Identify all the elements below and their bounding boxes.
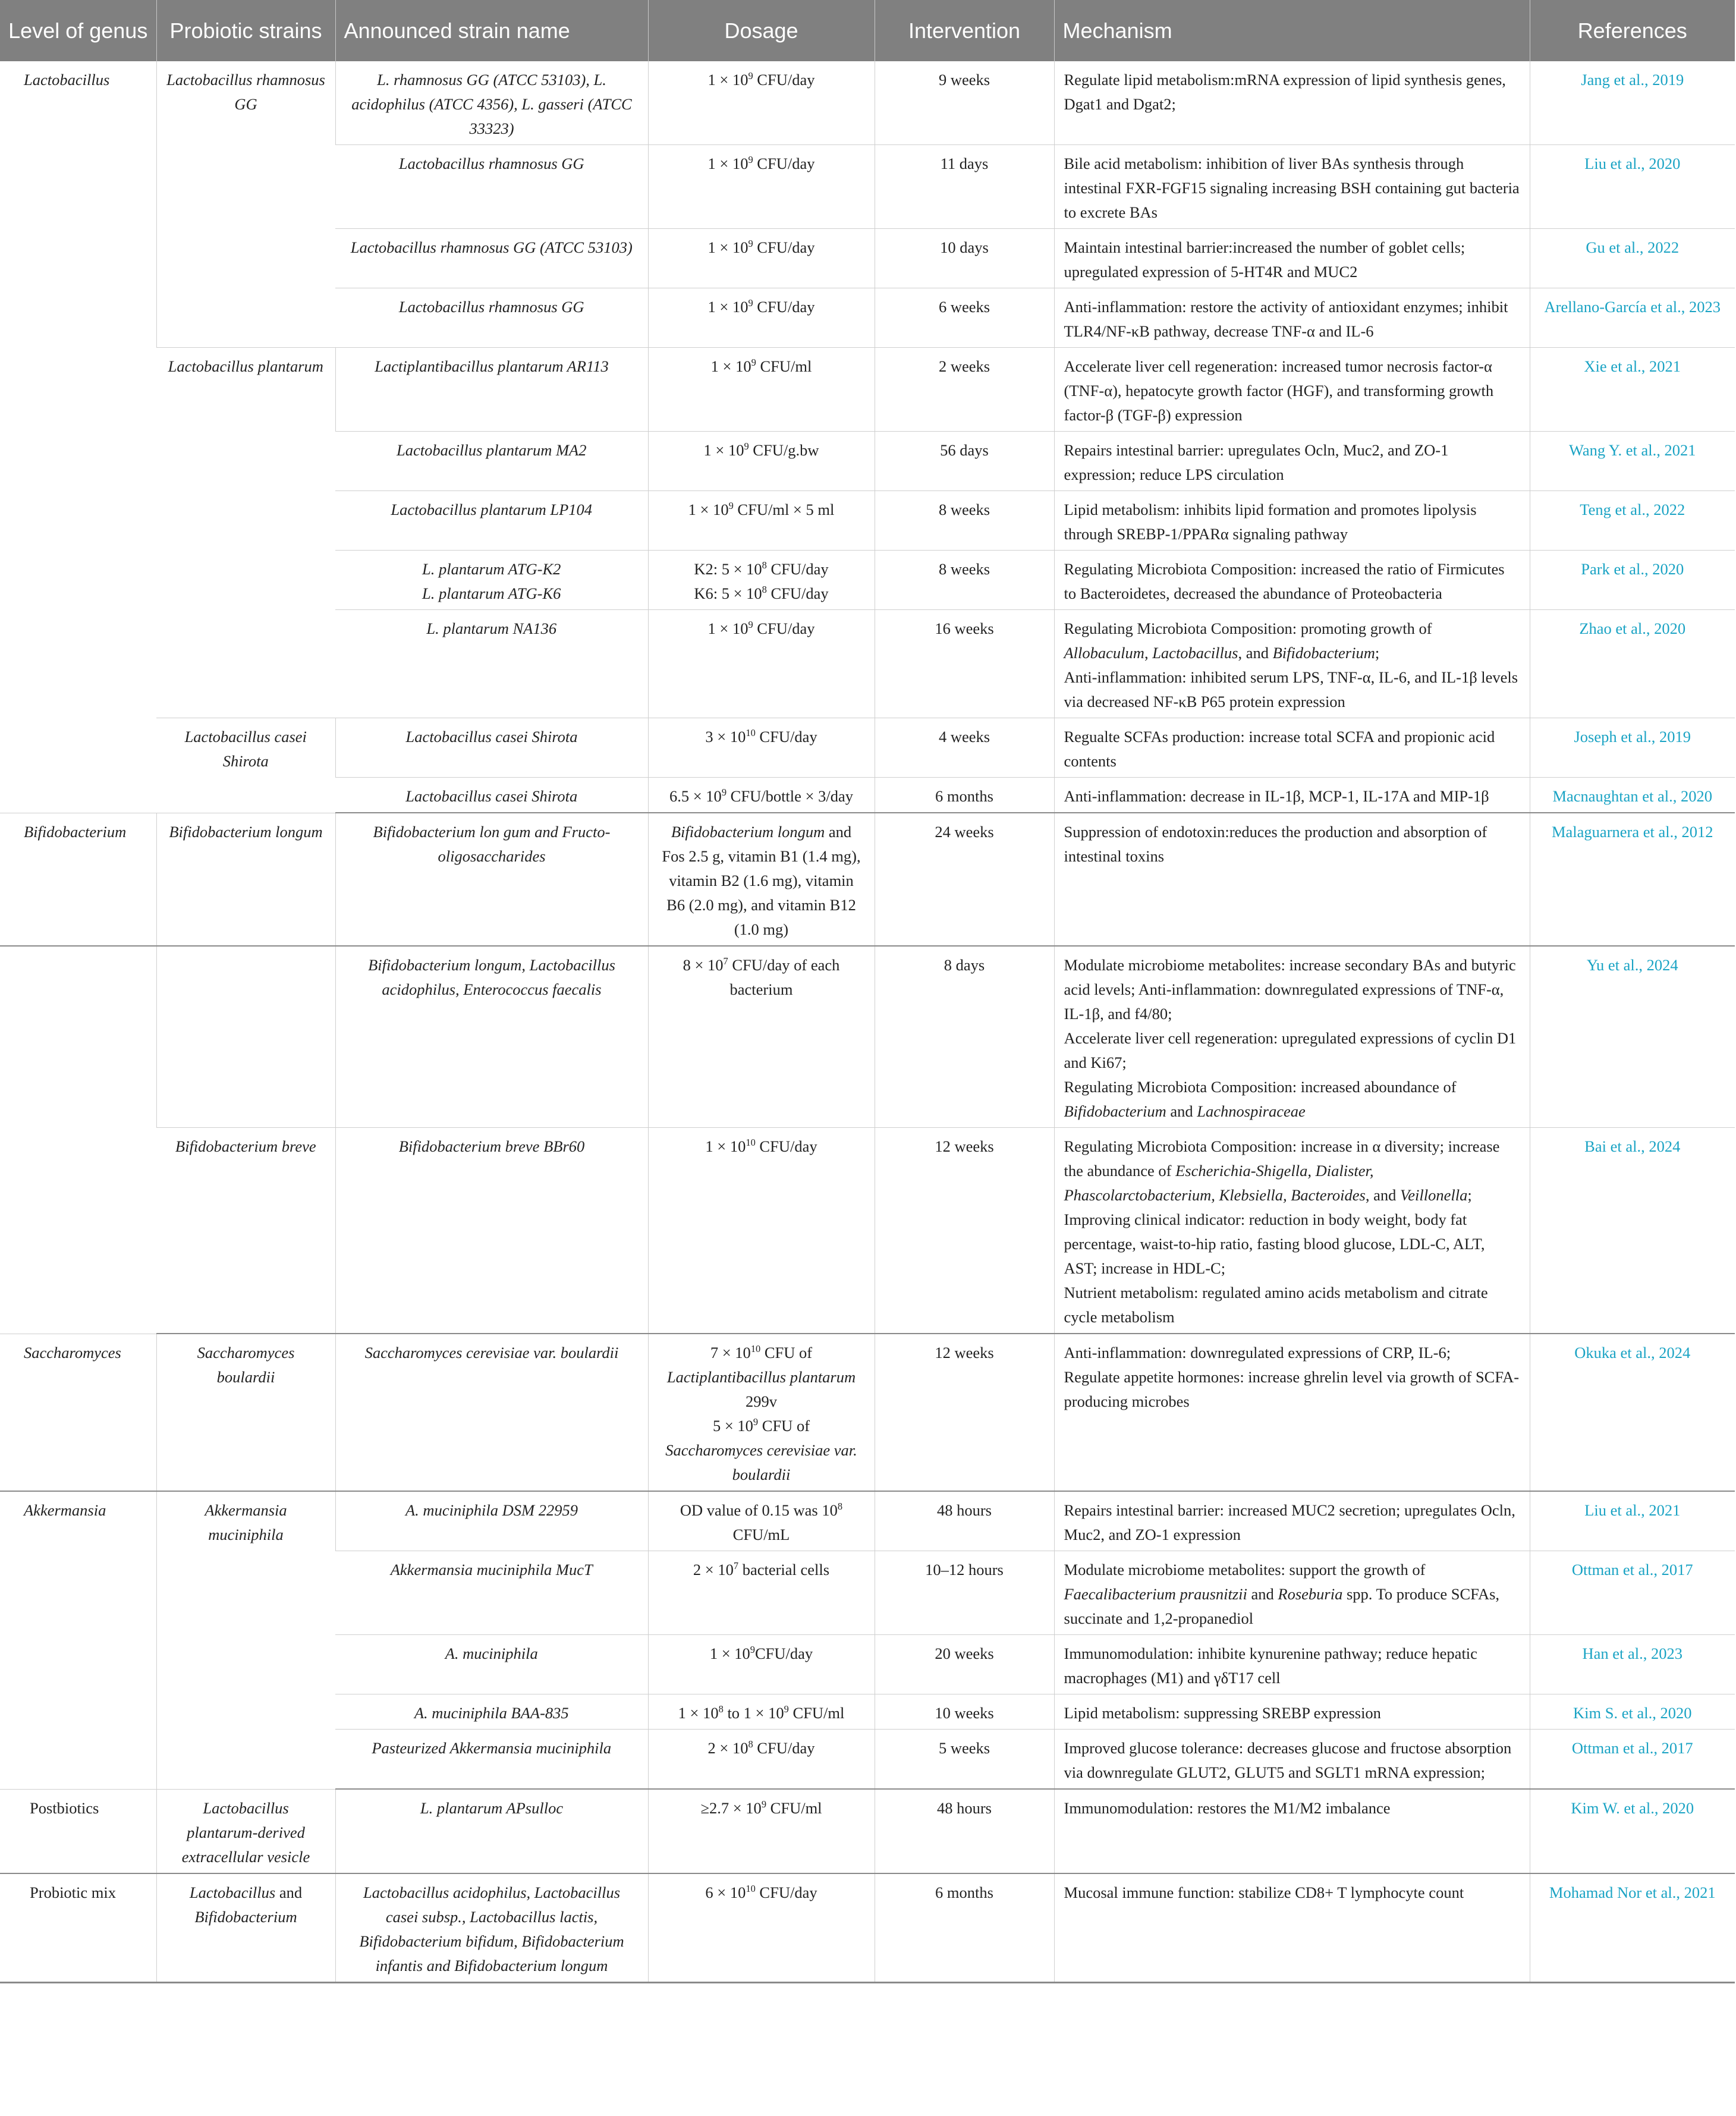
genus-cell: Lactobacillus [0,61,156,813]
mechanism-taxon: Lactobacillus [1152,644,1238,662]
strain-name-line: L. plantarum ATG-K6 [422,584,561,602]
strain-cell: Lactobacillus plantarum [156,348,335,718]
mechanism-cell: Improved glucose tolerance: decreases glucose and fructose absorption via downregulate GLUT2, GLUT5 and SGLT1 mRNA expression; [1054,1730,1530,1790]
reference-link[interactable]: Ottman et al., 2017 [1530,1551,1735,1635]
mechanism-line: Regulate appetite hormones: increase ghrelin level via growth of SCFA-producing microbes [1064,1368,1520,1410]
reference-link[interactable]: Bai et al., 2024 [1530,1128,1735,1334]
strain-name-cell: Lactobacillus rhamnosus GG (ATCC 53103) [335,229,648,288]
strain-name-cell: L. plantarum APsulloc [335,1789,648,1873]
mechanism-cell: Regulating Microbiota Composition: increased the ratio of Firmicutes to Bacteroidetes, decreased the abundance of Proteobacteria [1054,551,1530,610]
reference-link[interactable]: Gu et al., 2022 [1530,229,1735,288]
intervention-cell: 2 weeks [875,348,1054,432]
strain-name-cell: Lactobacillus plantarum MA2 [335,432,648,491]
strain-name-cell: Pasteurized Akkermansia muciniphila [335,1730,648,1790]
intervention-cell: 10 days [875,229,1054,288]
strain-name-cell: Saccharomyces cerevisiae var. boulardii [335,1334,648,1491]
intervention-cell: 20 weeks [875,1635,1054,1694]
dosage-taxon: Bifidobacterium longum [671,823,825,841]
table-row [0,813,1735,946]
mechanism-cell [1054,1334,1530,1491]
reference-link[interactable]: Liu et al., 2021 [1530,1491,1735,1551]
header-references: References [1530,0,1735,61]
mechanism-cell: Regulate lipid metabolism:mRNA expression of lipid synthesis genes, Dgat1 and Dgat2; [1054,61,1530,145]
strain-name-cell: A. muciniphila [335,1635,648,1694]
strain-name-cell: Lactobacillus casei Shirota [335,718,648,778]
dosage-cell: $6.5 \times 10^9$ CFU/bottle × 3/day [648,778,875,813]
mechanism-text: Regulating Microbiota Composition: promoting growth of [1064,620,1432,637]
genus-cell: Postbiotics [0,1789,156,1873]
dosage-cell: $1 \times 10^9$ CFU/g.bw [648,432,875,491]
strain-name-cell: Lactobacillus rhamnosus GG [335,145,648,229]
strain-cell: Lactobacillus plantarum-derived extracellular vesicle [156,1789,335,1873]
strain-name-cell: Bifidobacterium breve BBr60 [335,1128,648,1334]
strain-cell: Lactobacillus rhamnosus GG [156,61,335,348]
mechanism-taxon: Bifidobacterium [1064,1102,1166,1120]
reference-link[interactable]: Joseph et al., 2019 [1530,718,1735,778]
strain-name-cell: Lactobacillus casei Shirota [335,778,648,813]
table-row [0,946,1735,1128]
table-row [0,1128,1735,1334]
mechanism-cell: Anti-inflammation: restore the activity of antioxidant enzymes; inhibit TLR4/NF-κB pathway, decrease TNF-α and IL-6 [1054,288,1530,348]
reference-link[interactable]: Ottman et al., 2017 [1530,1730,1735,1790]
strain-taxon: Lactobacillus [189,1883,276,1901]
intervention-cell: 6 months [875,1873,1054,1983]
dosage-cell: $1 \times 10^9$ CFU/day [648,610,875,718]
intervention-cell: 10–12 hours [875,1551,1054,1635]
intervention-cell: 16 weeks [875,610,1054,718]
dosage-cell: $1 \times 10^9$ CFU/day [648,145,875,229]
strain-cell: Lactobacillus casei Shirota [156,718,335,813]
mechanism-text: Modulate microbiome metabolites: support the growth of [1064,1561,1426,1579]
strain-cell [156,1873,335,1983]
dosage-cell: $6 \times 10^{10}$ CFU/day [648,1873,875,1983]
strain-text: and [275,1883,303,1901]
reference-link[interactable]: Teng et al., 2022 [1530,491,1735,551]
mechanism-text: Regulating Microbiota Composition: increase in α diversity; increase the abundance of [1064,1137,1500,1180]
header-intervention: Intervention [875,0,1054,61]
strain-name-cell: L. rhamnosus GG (ATCC 53103), L. acidophilus (ATCC 4356), L. gasseri (ATCC 33323) [335,61,648,145]
reference-link[interactable]: Jang et al., 2019 [1530,61,1735,145]
mechanism-text: ; [1375,644,1380,662]
mechanism-text: spp. To produce SCFAs, succinate and 1,2-propanediol [1064,1585,1500,1627]
header-strain-name: Announced strain name [335,0,648,61]
mechanism-taxon: Escherichia-Shigella, Dialister, Phascolarctobacterium, Klebsiella, Bacteroides [1064,1162,1374,1204]
dosage-line: $5 \times 10^9$ CFU of [712,1416,810,1435]
reference-link[interactable]: Liu et al., 2020 [1530,145,1735,229]
dosage-line: K2: $5 \times 10^8$ CFU/day [694,559,829,578]
mechanism-cell: Immunomodulation: inhibite kynurenine pathway; reduce hepatic macrophages (M1) and γδT17 cell [1054,1635,1530,1694]
mechanism-cell: Lipid metabolism: inhibits lipid formation and promotes lipolysis through SREBP-1/PPARα signaling pathway [1054,491,1530,551]
mechanism-cell: Immunomodulation: restores the M1/M2 imbalance [1054,1789,1530,1873]
genus-cell: Akkermansia [0,1491,156,1789]
reference-link[interactable]: Malaguarnera et al., 2012 [1530,813,1735,946]
strain-cell: Akkermansia muciniphila [156,1491,335,1789]
intervention-cell: 24 weeks [875,813,1054,946]
intervention-cell: 9 weeks [875,61,1054,145]
mechanism-cell: Regualte SCFAs production: increase total SCFA and propionic acid contents [1054,718,1530,778]
intervention-cell: 5 weeks [875,1730,1054,1790]
intervention-cell: 8 weeks [875,491,1054,551]
strain-taxon: Bifidobacterium [194,1907,297,1926]
intervention-cell: 4 weeks [875,718,1054,778]
mechanism-taxon: Lachnospiraceae [1197,1102,1306,1120]
intervention-cell: 6 months [875,778,1054,813]
mechanism-taxon: Veillonella [1400,1186,1468,1204]
intervention-cell: 48 hours [875,1789,1054,1873]
dosage-cell: OD value of 0.15 was $10^8$ CFU/mL [648,1491,875,1551]
genus-cell: Probiotic mix [0,1873,156,1983]
strain-name-cell: Lactobacillus plantarum LP104 [335,491,648,551]
strain-name-cell: Bifidobacterium longum, Lactobacillus acidophilus, Enterococcus faecalis [335,946,648,1128]
mechanism-line: Improving clinical indicator: reduction in body weight, body fat percentage, waist-to-hip ratio, fasting blood glucose, LDL-C, ALT, AST; increase in HDL-C; [1064,1211,1485,1277]
intervention-cell: 56 days [875,432,1054,491]
dosage-cell: $1 \times 10^{10}$ CFU/day [648,1128,875,1334]
dosage-cell: $1 \times 10^9$ CFU/ml × 5 ml [648,491,875,551]
table-row [0,1873,1735,1983]
intervention-cell: 12 weeks [875,1334,1054,1491]
dosage-cell: $2 \times 10^8$ CFU/day [648,1730,875,1790]
mechanism-cell: Mucosal immune function: stabilize CD8+ T lymphocyte count [1054,1873,1530,1983]
dosage-cell: $1 \times 10^9$ CFU/day [648,288,875,348]
mechanism-taxon: Roseburia [1278,1585,1343,1603]
intervention-cell: 8 days [875,946,1054,1128]
strain-name-cell: Bifidobacterium lon gum and Fructo-oligosaccharides [335,813,648,946]
strain-name-cell: L. plantarum NA136 [335,610,648,718]
dosage-cell: $1 \times 10^9$ CFU/day [648,61,875,145]
intervention-cell: 12 weeks [875,1128,1054,1334]
table-row [0,1334,1735,1491]
reference-link[interactable]: Wang Y. et al., 2021 [1530,432,1735,491]
strain-name-cell: Lactiplantibacillus plantarum AR113 [335,348,648,432]
mechanism-line: Modulate microbiome metabolites: increase secondary BAs and butyric acid levels; Anti-inflammation: downregulated expressions of TNF-α, IL-1β, and f4/80; [1064,956,1516,1023]
dosage-text: and Fos 2.5 g, vitamin B1 (1.4 mg), vitamin B2 (1.6 mg), vitamin B6 (2.0 mg), and vitamin B12 (1.0 mg) [662,823,861,938]
mechanism-taxon: Bifidobacterium [1272,644,1375,662]
dosage-taxon: Lactiplantibacillus plantarum [666,1368,856,1386]
mechanism-text: ; [1467,1186,1472,1204]
strain-name-cell: Lactobacillus acidophilus, Lactobacillus casei subsp., Lactobacillus lactis, Bifidobacterium bifidum, Bifidobacterium infantis and Bifidobacterium longum [335,1873,648,1983]
dosage-cell: $2 \times 10^7$ bacterial cells [648,1551,875,1635]
strain-name-cell: A. muciniphila BAA-835 [335,1694,648,1730]
mechanism-line: Anti-inflammation: downregulated expressions of CRP, IL-6; [1064,1344,1451,1362]
reference-link[interactable]: Kim W. et al., 2020 [1530,1789,1735,1873]
mechanism-line [1064,1075,1520,1124]
reference-link[interactable]: Park et al., 2020 [1530,551,1735,610]
dosage-cell: $8 \times 10^7$ CFU/day of each bacterium [648,946,875,1128]
mechanism-cell: Lipid metabolism: suppressing SREBP expression [1054,1694,1530,1730]
strain-cell: Bifidobacterium longum [156,813,335,946]
mechanism-line [1064,1134,1520,1208]
genus-cell-empty [0,946,156,1334]
strain-cell: Bifidobacterium breve [156,1128,335,1334]
intervention-cell: 10 weeks [875,1694,1054,1730]
table-row [0,1789,1735,1873]
strain-name-line: L. plantarum ATG-K2 [422,560,561,578]
mechanism-text: and [1247,1585,1278,1603]
reference-link[interactable]: Macnaughtan et al., 2020 [1530,778,1735,813]
dosage-cell: $1 \times 10^9CFU$/day [648,1635,875,1694]
header-row [0,0,1735,61]
table-row [0,1491,1735,1551]
header-mechanism: Mechanism [1054,0,1530,61]
table-row [0,348,1735,432]
dosage-cell: $1 \times 10^9$ CFU/day [648,229,875,288]
dosage-cell: $1 \times 10^8$ to $1 \times 10^9$ CFU/ml [648,1694,875,1730]
reference-link[interactable]: Kim S. et al., 2020 [1530,1694,1735,1730]
header-genus: Level of genus [0,0,156,61]
strain-cell: Saccharomyces boulardii [156,1334,335,1491]
mechanism-cell [1054,610,1530,718]
mechanism-cell: Anti-inflammation: decrease in IL-1β, MCP-1, IL-17A and MIP-1β [1054,778,1530,813]
mechanism-cell [1054,1551,1530,1635]
mechanism-text: , and [1365,1186,1400,1204]
strain-name-cell: Akkermansia muciniphila MucT [335,1551,648,1635]
intervention-cell: 11 days [875,145,1054,229]
mechanism-cell: Repairs intestinal barrier: upregulates Ocln, Muc2, and ZO-1 expression; reduce LPS circulation [1054,432,1530,491]
mechanism-taxon: Faecalibacterium prausnitzii [1064,1585,1247,1603]
mechanism-text: Regulating Microbiota Composition: increased aboundance of [1064,1078,1457,1096]
dosage-cell [648,1334,875,1491]
mechanism-cell: Bile acid metabolism: inhibition of liver BAs synthesis through intestinal FXR-FGF15 signaling increasing BSH containing gut bacteria to excrete BAs [1054,145,1530,229]
reference-link[interactable]: Arellano-García et al., 2023 [1530,288,1735,348]
mechanism-cell: Suppression of endotoxin:reduces the production and absorption of intestinal toxins [1054,813,1530,946]
mechanism-text: and [1166,1102,1197,1120]
intervention-cell: 8 weeks [875,551,1054,610]
reference-link[interactable]: Xie et al., 2021 [1530,348,1735,432]
mechanism-text: , and [1238,644,1273,662]
mechanism-line: Accelerate liver cell regeneration: upregulated expressions of cyclin D1 and Ki67; [1064,1029,1517,1071]
reference-link[interactable]: Zhao et al., 2020 [1530,610,1735,718]
dosage-cell [648,551,875,610]
dosage-cell: $3 \times 10^{10}$ CFU/day [648,718,875,778]
genus-cell: Bifidobacterium [0,813,156,946]
dosage-cell [648,813,875,946]
header-dosage: Dosage [648,0,875,61]
dosage-line: K6: $5 \times 10^8$ CFU/day [694,584,829,602]
mechanism-line: Nutrient metabolism: regulated amino acids metabolism and citrate cycle metabolism [1064,1284,1488,1326]
intervention-cell: 6 weeks [875,288,1054,348]
intervention-cell: 48 hours [875,1491,1054,1551]
mechanism-text: , [1144,644,1153,662]
mechanism-line: Anti-inflammation: inhibited serum LPS, TNF-α, IL-6, and IL-1β levels via decreased NF-κB P65 protein expression [1064,668,1518,710]
mechanism-cell: Repairs intestinal barrier: increased MUC2 secretion; upregulates Ocln, Muc2, and ZO-1 expression [1054,1491,1530,1551]
mechanism-cell: Maintain intestinal barrier:increased the number of goblet cells; upregulated expression of 5-HT4R and MUC2 [1054,229,1530,288]
mechanism-cell [1054,1128,1530,1334]
dosage-line: $7 \times 10^{10}$ CFU of [710,1343,813,1362]
reference-link[interactable]: Han et al., 2023 [1530,1635,1735,1694]
strain-name-cell: Lactobacillus rhamnosus GG [335,288,648,348]
dosage-cell: $\ge 2.7 \times 10^9$ CFU/ml [648,1789,875,1873]
dosage-cell: $1 \times 10^9$ CFU/ml [648,348,875,432]
strain-cell-empty [156,946,335,1128]
reference-link[interactable]: Yu et al., 2024 [1530,946,1735,1128]
mechanism-cell [1054,946,1530,1128]
table-row [0,61,1735,145]
strain-name-cell: A. muciniphila DSM 22959 [335,1491,648,1551]
genus-cell: Saccharomyces [0,1334,156,1491]
table-row [0,718,1735,778]
reference-link[interactable]: Mohamad Nor et al., 2021 [1530,1873,1735,1983]
dosage-taxon: Saccharomyces cerevisiae var. boulardii [665,1441,857,1483]
dosage-line: 299v [746,1392,777,1410]
mechanism-taxon: Allobaculum [1064,644,1144,662]
mechanism-cell: Accelerate liver cell regeneration: increased tumor necrosis factor-α (TNF-α), hepatocyte growth factor (HGF), and transforming growth factor-β (TGF-β) expression [1054,348,1530,432]
strain-name-cell [335,551,648,610]
header-strains: Probiotic strains [156,0,335,61]
reference-link[interactable]: Okuka et al., 2024 [1530,1334,1735,1491]
